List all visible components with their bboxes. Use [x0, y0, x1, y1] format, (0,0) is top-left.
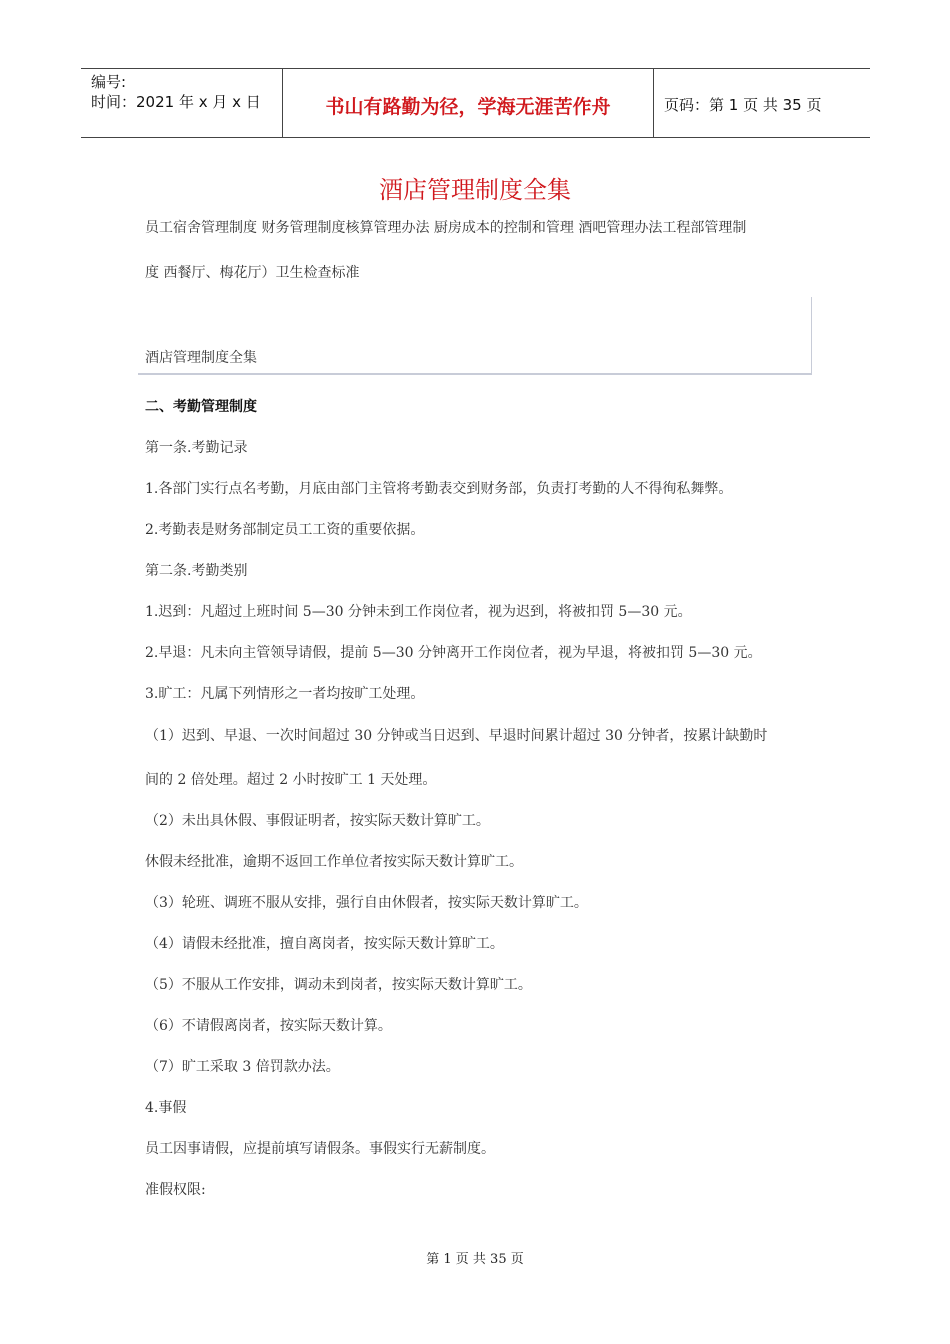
paragraph-line: 第二条.考勤类别 — [145, 563, 248, 579]
paragraph-line: 1.迟到：凡超过上班时间 5—30 分钟未到工作岗位者，视为迟到，将被扣罚 5—30 元。 — [145, 604, 692, 620]
page-footer: 第 1 页 共 35 页 — [426, 1252, 524, 1267]
box-title-text: 酒店管理制度全集 — [145, 350, 257, 366]
summary-line-2: 度 西餐厅、梅花厅）卫生检查标准 — [145, 265, 360, 281]
paragraph-line: 准假权限: — [145, 1182, 206, 1198]
header-page-info: 页码：第 1 页 共 35 页 — [664, 96, 822, 114]
paragraph-line: （6）不请假离岗者，按实际天数计算。 — [145, 1018, 392, 1034]
paragraph-line: 3.旷工：凡属下列情形之一者均按旷工处理。 — [145, 686, 425, 702]
document-title: 酒店管理制度全集 — [379, 176, 571, 204]
document-number-label: 编号: — [91, 73, 127, 91]
paragraph-line: （4）请假未经批准，擅自离岗者，按实际天数计算旷工。 — [145, 936, 504, 952]
header-table — [81, 68, 870, 138]
section-heading: 二、考勤管理制度 — [145, 399, 257, 415]
paragraph-line: 间的 2 倍处理。超过 2 小时按旷工 1 天处理。 — [145, 772, 437, 788]
document-time-label: 时间：2021 年 x 月 x 日 — [91, 93, 261, 111]
paragraph-line: 1.各部门实行点名考勤，月底由部门主管将考勤表交到财务部，负责打考勤的人不得徇私舞弊。 — [145, 481, 733, 497]
paragraph-line: 2.考勤表是财务部制定员工工资的重要依据。 — [145, 522, 425, 538]
paragraph-line: 员工因事请假，应提前填写请假条。事假实行无薪制度。 — [145, 1141, 495, 1157]
paragraph-line: 4.事假 — [145, 1100, 187, 1116]
paragraph-line: 休假未经批准，逾期不返回工作单位者按实际天数计算旷工。 — [145, 854, 523, 870]
title-box — [138, 297, 812, 375]
paragraph-line: （5）不服从工作安排，调动未到岗者，按实际天数计算旷工。 — [145, 977, 532, 993]
summary-line-1: 员工宿舍管理制度 财务管理制度核算管理办法 厨房成本的控制和管理 酒吧管理办法工程部管理制 — [145, 220, 747, 236]
header-motto-cell — [283, 69, 654, 137]
header-left-cell — [81, 69, 283, 137]
header-motto: 书山有路勤为径，学海无涯苦作舟 — [325, 96, 611, 118]
paragraph-line: （3）轮班、调班不服从安排，强行自由休假者，按实际天数计算旷工。 — [145, 895, 588, 911]
paragraph-line: 第一条.考勤记录 — [145, 440, 248, 456]
paragraph-line: （2）未出具休假、事假证明者，按实际天数计算旷工。 — [145, 813, 490, 829]
paragraph-line: （1）迟到、早退、一次时间超过 30 分钟或当日迟到、早退时间累计超过 30 分钟者，按累计缺勤时 — [145, 728, 768, 744]
paragraph-line: （7）旷工采取 3 倍罚款办法。 — [145, 1059, 340, 1075]
header-page-cell — [654, 69, 870, 137]
paragraph-line: 2.早退：凡未向主管领导请假，提前 5—30 分钟离开工作岗位者，视为早退，将被扣罚 5—30 元。 — [145, 645, 762, 661]
